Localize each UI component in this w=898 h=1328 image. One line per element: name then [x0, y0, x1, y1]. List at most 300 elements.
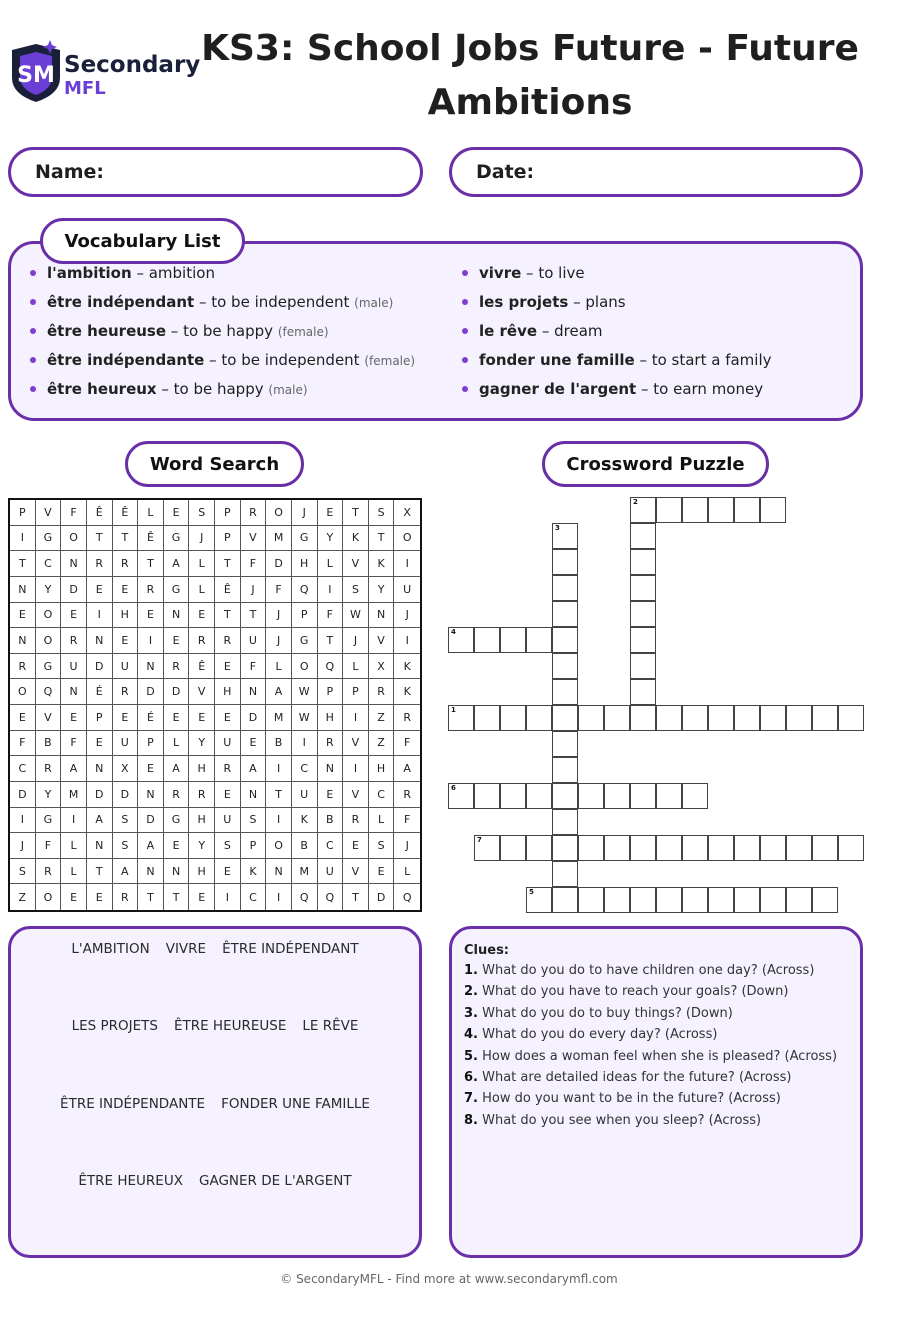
crossword-cell[interactable] [656, 705, 682, 731]
word-search-cell[interactable]: F [36, 833, 62, 859]
word-search-cell[interactable]: E [164, 833, 190, 859]
crossword-cell[interactable] [552, 653, 578, 679]
word-search-cell[interactable]: S [215, 833, 241, 859]
crossword-cell[interactable] [682, 783, 708, 809]
word-search-cell[interactable]: P [318, 679, 344, 705]
word-search-cell[interactable]: V [369, 628, 395, 654]
word-search-cell[interactable]: Ê [215, 577, 241, 603]
word-search-cell[interactable]: N [138, 782, 164, 808]
crossword-cell[interactable] [578, 783, 604, 809]
word-search-cell[interactable]: S [113, 833, 139, 859]
crossword-cell[interactable] [656, 835, 682, 861]
word-search-cell[interactable]: L [394, 859, 420, 885]
crossword-cell[interactable] [812, 887, 838, 913]
crossword-cell[interactable] [786, 705, 812, 731]
word-search-cell[interactable]: K [292, 808, 318, 834]
word-search-cell[interactable]: T [164, 884, 190, 910]
word-search-cell[interactable]: L [164, 731, 190, 757]
word-search-cell[interactable]: A [241, 756, 267, 782]
word-search-cell[interactable]: E [164, 628, 190, 654]
word-search-cell[interactable]: D [87, 782, 113, 808]
date-field[interactable] [449, 147, 863, 197]
word-search-cell[interactable]: M [61, 782, 87, 808]
word-search-cell[interactable]: R [343, 808, 369, 834]
word-search-cell[interactable]: Y [189, 731, 215, 757]
word-search-cell[interactable]: É [138, 705, 164, 731]
crossword-cell[interactable] [786, 887, 812, 913]
word-search-cell[interactable]: U [241, 628, 267, 654]
word-search-cell[interactable]: M [266, 526, 292, 552]
word-search-cell[interactable]: I [292, 731, 318, 757]
word-search-cell[interactable]: G [292, 628, 318, 654]
word-search-cell[interactable]: U [292, 782, 318, 808]
word-search-cell[interactable]: T [266, 782, 292, 808]
word-search-cell[interactable]: Y [318, 526, 344, 552]
word-search-cell[interactable]: A [164, 756, 190, 782]
word-search-cell[interactable]: F [266, 577, 292, 603]
word-search-cell[interactable]: L [138, 500, 164, 526]
word-search-cell[interactable]: D [241, 705, 267, 731]
word-search-cell[interactable]: M [266, 705, 292, 731]
word-search-cell[interactable]: G [164, 808, 190, 834]
word-search-cell[interactable]: E [215, 705, 241, 731]
word-search-cell[interactable]: T [343, 884, 369, 910]
word-search-cell[interactable]: D [87, 654, 113, 680]
crossword-cell[interactable] [630, 575, 656, 601]
word-search-cell[interactable]: I [266, 756, 292, 782]
word-search-cell[interactable]: P [138, 731, 164, 757]
word-search-cell[interactable]: J [266, 603, 292, 629]
word-search-cell[interactable]: J [394, 603, 420, 629]
word-search-cell[interactable]: E [215, 782, 241, 808]
crossword-cell[interactable] [682, 887, 708, 913]
word-search-cell[interactable]: U [394, 577, 420, 603]
crossword-cell[interactable] [604, 835, 630, 861]
crossword-cell[interactable] [552, 679, 578, 705]
word-search-cell[interactable]: E [10, 603, 36, 629]
word-search-cell[interactable]: L [189, 577, 215, 603]
crossword-cell[interactable] [552, 861, 578, 887]
word-search-cell[interactable]: F [10, 731, 36, 757]
crossword-cell[interactable] [552, 887, 578, 913]
word-search-cell[interactable]: S [241, 808, 267, 834]
crossword-cell[interactable] [656, 783, 682, 809]
word-search-cell[interactable]: R [189, 628, 215, 654]
word-search-cell[interactable]: Q [318, 654, 344, 680]
word-search-cell[interactable]: T [369, 526, 395, 552]
word-search-cell[interactable]: K [343, 526, 369, 552]
crossword-cell[interactable] [474, 627, 500, 653]
word-search-cell[interactable]: S [113, 808, 139, 834]
word-search-cell[interactable]: N [10, 577, 36, 603]
word-search-cell[interactable]: Q [402, 890, 412, 904]
word-search-cell[interactable]: J [292, 500, 318, 526]
crossword-cell[interactable] [526, 887, 552, 913]
word-search-cell[interactable]: V [36, 500, 62, 526]
crossword-cell[interactable] [604, 887, 630, 913]
word-search-cell[interactable]: X [113, 756, 139, 782]
word-search-cell[interactable]: M [292, 859, 318, 885]
crossword-cell[interactable] [734, 705, 760, 731]
word-search-cell[interactable]: F [61, 500, 87, 526]
word-search-cell[interactable]: J [394, 833, 420, 859]
word-search-cell[interactable]: O [36, 603, 62, 629]
crossword-cell[interactable] [630, 705, 656, 731]
word-search-cell[interactable]: E [164, 500, 190, 526]
word-search-cell[interactable]: R [189, 782, 215, 808]
crossword-cell[interactable] [526, 705, 552, 731]
word-search-cell[interactable]: O [266, 833, 292, 859]
word-search-cell[interactable]: N [318, 756, 344, 782]
word-search-cell[interactable]: J [241, 577, 267, 603]
word-search-cell[interactable]: L [343, 654, 369, 680]
word-search-cell[interactable]: H [189, 808, 215, 834]
crossword-cell[interactable] [630, 601, 656, 627]
word-search-cell[interactable]: C [241, 884, 267, 910]
word-search-cell[interactable]: P [241, 833, 267, 859]
word-search-cell[interactable]: N [87, 756, 113, 782]
crossword-cell[interactable] [656, 497, 682, 523]
word-search-cell[interactable]: É [87, 679, 113, 705]
word-search-cell[interactable]: S [369, 833, 395, 859]
word-search-cell[interactable]: E [138, 756, 164, 782]
word-search-cell[interactable]: N [266, 859, 292, 885]
word-search-cell[interactable]: H [189, 859, 215, 885]
word-search-cell[interactable]: H [318, 705, 344, 731]
word-search-cell[interactable]: H [292, 551, 318, 577]
word-search-cell[interactable]: E [215, 859, 241, 885]
crossword-cell[interactable] [708, 835, 734, 861]
crossword-cell[interactable] [630, 835, 656, 861]
word-search-cell[interactable]: Q [36, 679, 62, 705]
word-search-cell[interactable]: E [369, 859, 395, 885]
crossword-cell[interactable] [552, 757, 578, 783]
crossword-cell[interactable] [526, 627, 552, 653]
word-search-cell[interactable]: Ê [113, 500, 139, 526]
word-search-cell[interactable]: V [36, 705, 62, 731]
word-search-cell[interactable]: C [36, 551, 62, 577]
word-search-cell[interactable]: J [266, 628, 292, 654]
crossword-cell[interactable] [500, 835, 526, 861]
word-search-cell[interactable]: N [164, 859, 190, 885]
word-search-cell[interactable]: Ê [87, 500, 113, 526]
word-search-cell[interactable]: S [343, 577, 369, 603]
crossword-cell[interactable] [630, 679, 656, 705]
word-search-cell[interactable]: X [369, 654, 395, 680]
word-search-cell[interactable]: U [215, 731, 241, 757]
word-search-cell[interactable]: S [10, 859, 36, 885]
word-search-cell[interactable]: Z [10, 884, 36, 910]
crossword-cell[interactable] [552, 809, 578, 835]
word-search-cell[interactable]: I [10, 808, 36, 834]
word-search-cell[interactable]: A [164, 551, 190, 577]
word-search-cell[interactable]: A [61, 756, 87, 782]
word-search-cell[interactable]: E [164, 705, 190, 731]
crossword-cell[interactable] [578, 835, 604, 861]
crossword-cell[interactable] [682, 497, 708, 523]
word-search-cell[interactable]: N [61, 679, 87, 705]
word-search-cell[interactable]: N [241, 679, 267, 705]
crossword-cell[interactable] [682, 835, 708, 861]
word-search-cell[interactable]: N [10, 628, 36, 654]
word-search-cell[interactable]: I [343, 705, 369, 731]
word-search-cell[interactable]: Y [36, 782, 62, 808]
word-search-cell[interactable]: E [138, 603, 164, 629]
word-search-cell[interactable]: N [87, 628, 113, 654]
crossword-cell[interactable] [552, 731, 578, 757]
crossword-cell[interactable] [578, 887, 604, 913]
word-search-cell[interactable]: F [318, 603, 344, 629]
word-search-cell[interactable]: T [87, 859, 113, 885]
word-search-cell[interactable]: G [292, 526, 318, 552]
word-search-cell[interactable]: E [215, 654, 241, 680]
word-search-cell[interactable]: P [343, 679, 369, 705]
word-search-cell[interactable]: N [138, 859, 164, 885]
crossword-cell[interactable] [448, 705, 474, 731]
word-search-cell[interactable]: U [113, 731, 139, 757]
word-search-cell[interactable]: L [61, 833, 87, 859]
word-search-cell[interactable]: Q [318, 884, 344, 910]
word-search-cell[interactable]: L [318, 551, 344, 577]
word-search-cell[interactable]: P [215, 526, 241, 552]
word-search-cell[interactable]: G [36, 526, 62, 552]
crossword-cell[interactable] [552, 783, 578, 809]
word-search-cell[interactable]: V [343, 782, 369, 808]
crossword-cell[interactable] [552, 575, 578, 601]
crossword-cell[interactable] [760, 887, 786, 913]
crossword-cell[interactable] [760, 705, 786, 731]
word-search-cell[interactable]: R [113, 884, 139, 910]
word-search-cell[interactable]: E [189, 603, 215, 629]
crossword-cell[interactable] [474, 783, 500, 809]
crossword-cell[interactable] [682, 705, 708, 731]
word-search-cell[interactable]: R [318, 731, 344, 757]
crossword-cell[interactable] [656, 887, 682, 913]
word-search-cell[interactable]: A [87, 808, 113, 834]
word-search-cell[interactable]: T [318, 628, 344, 654]
word-search-cell[interactable]: I [10, 526, 36, 552]
word-search-cell[interactable]: N [138, 654, 164, 680]
word-search-cell[interactable]: E [87, 884, 113, 910]
word-search-cell[interactable]: E [87, 577, 113, 603]
word-search-cell[interactable]: C [292, 756, 318, 782]
word-search-cell[interactable]: N [87, 833, 113, 859]
word-search-cell[interactable]: D [138, 679, 164, 705]
name-field[interactable] [8, 147, 423, 197]
word-search-cell[interactable]: X [394, 500, 420, 526]
word-search-cell[interactable]: H [369, 756, 395, 782]
word-search-cell[interactable]: N [369, 603, 395, 629]
word-search-cell[interactable]: E [61, 705, 87, 731]
word-search-cell[interactable]: R [215, 756, 241, 782]
word-search-cell[interactable]: K [394, 679, 420, 705]
word-search-cell[interactable]: O [292, 654, 318, 680]
word-search-cell[interactable]: C [10, 756, 36, 782]
word-search-cell[interactable]: G [36, 654, 62, 680]
word-search-cell[interactable]: T [215, 551, 241, 577]
word-search-cell[interactable]: E [189, 884, 215, 910]
crossword-cell[interactable] [630, 653, 656, 679]
crossword-cell[interactable] [708, 887, 734, 913]
crossword-cell[interactable] [838, 835, 864, 861]
word-search-cell[interactable]: R [164, 654, 190, 680]
word-search-cell[interactable]: Y [369, 577, 395, 603]
word-search-cell[interactable]: E [343, 833, 369, 859]
crossword-cell[interactable] [734, 835, 760, 861]
word-search-cell[interactable]: D [61, 577, 87, 603]
crossword-cell[interactable] [630, 549, 656, 575]
crossword-cell[interactable] [526, 783, 552, 809]
crossword-cell[interactable] [760, 835, 786, 861]
crossword-cell[interactable] [552, 705, 578, 731]
word-search-cell[interactable]: Y [36, 577, 62, 603]
crossword-cell[interactable] [630, 497, 656, 523]
word-search-cell[interactable]: V [241, 526, 267, 552]
word-search-cell[interactable]: N [241, 782, 267, 808]
word-search-cell[interactable]: B [36, 731, 62, 757]
word-search-cell[interactable]: D [113, 782, 139, 808]
word-search-cell[interactable]: J [10, 833, 36, 859]
word-search-cell[interactable]: B [266, 731, 292, 757]
crossword-cell[interactable] [578, 705, 604, 731]
word-search-cell[interactable]: U [113, 654, 139, 680]
crossword-cell[interactable] [526, 835, 552, 861]
word-search-cell[interactable]: S [369, 500, 395, 526]
crossword-cell[interactable] [838, 705, 864, 731]
word-search-cell[interactable]: F [241, 551, 267, 577]
word-search-cell[interactable]: E [113, 577, 139, 603]
word-search-cell[interactable]: R [394, 705, 420, 731]
crossword-cell[interactable] [812, 835, 838, 861]
word-search-cell[interactable]: D [164, 679, 190, 705]
crossword-cell[interactable] [630, 887, 656, 913]
crossword-cell[interactable] [552, 627, 578, 653]
word-search-cell[interactable]: O [36, 884, 62, 910]
word-search-cell[interactable]: E [241, 731, 267, 757]
word-search-cell[interactable]: I [394, 551, 420, 577]
crossword-cell[interactable] [552, 523, 578, 549]
word-search-cell[interactable]: R [36, 756, 62, 782]
crossword-cell[interactable] [734, 497, 760, 523]
word-search-cell[interactable]: R [10, 654, 36, 680]
word-search-cell[interactable]: R [241, 500, 267, 526]
word-search-cell[interactable]: I [215, 884, 241, 910]
word-search-cell[interactable]: N [61, 551, 87, 577]
word-search-cell[interactable]: U [61, 654, 87, 680]
word-search-cell[interactable]: R [36, 859, 62, 885]
word-search-cell[interactable]: E [61, 603, 87, 629]
word-search-cell[interactable]: T [10, 551, 36, 577]
crossword-cell[interactable] [604, 705, 630, 731]
word-search-cell[interactable]: O [266, 500, 292, 526]
word-search-cell[interactable]: T [113, 526, 139, 552]
word-search-cell[interactable]: K [394, 654, 420, 680]
word-search-cell[interactable]: I [266, 884, 292, 910]
crossword-cell[interactable] [786, 835, 812, 861]
crossword-cell[interactable] [552, 549, 578, 575]
word-search-cell[interactable]: O [394, 526, 420, 552]
word-search-cell[interactable]: R [215, 628, 241, 654]
word-search-cell[interactable]: H [113, 603, 139, 629]
word-search-cell[interactable]: J [343, 628, 369, 654]
word-search-cell[interactable]: O [61, 526, 87, 552]
word-search-cell[interactable]: T [343, 500, 369, 526]
word-search-cell[interactable]: O [10, 679, 36, 705]
word-search-cell[interactable]: R [61, 628, 87, 654]
word-search-cell[interactable]: H [189, 756, 215, 782]
word-search-cell[interactable]: K [241, 859, 267, 885]
word-search-cell[interactable]: A [266, 679, 292, 705]
word-search-cell[interactable]: U [215, 808, 241, 834]
word-search-cell[interactable]: P [87, 705, 113, 731]
word-search-cell[interactable]: I [138, 628, 164, 654]
word-search-cell[interactable]: Y [189, 833, 215, 859]
word-search-cell[interactable]: I [343, 756, 369, 782]
word-search-cell[interactable]: L [61, 859, 87, 885]
word-search-cell[interactable]: V [343, 551, 369, 577]
crossword-cell[interactable] [760, 497, 786, 523]
word-search-cell[interactable]: T [138, 551, 164, 577]
word-search-cell[interactable]: F [394, 808, 420, 834]
word-search-cell[interactable]: E [113, 705, 139, 731]
word-search-cell[interactable]: I [318, 577, 344, 603]
word-search-cell[interactable]: E [318, 782, 344, 808]
word-search-cell[interactable]: F [241, 654, 267, 680]
crossword-cell[interactable] [708, 705, 734, 731]
crossword-cell[interactable] [630, 523, 656, 549]
word-search-cell[interactable]: T [87, 526, 113, 552]
word-search-cell[interactable]: L [189, 551, 215, 577]
word-search-cell[interactable]: T [138, 884, 164, 910]
word-search-cell[interactable]: G [164, 526, 190, 552]
word-search-cell[interactable]: L [369, 808, 395, 834]
crossword-cell[interactable] [500, 627, 526, 653]
word-search-cell[interactable]: F [61, 731, 87, 757]
word-search-cell[interactable]: T [215, 603, 241, 629]
word-search-cell[interactable]: R [369, 679, 395, 705]
word-search-cell[interactable]: Q [292, 884, 318, 910]
word-search-cell[interactable]: U [318, 859, 344, 885]
word-search-cell[interactable]: W [343, 603, 369, 629]
word-search-cell[interactable]: E [113, 628, 139, 654]
word-search-cell[interactable]: I [61, 808, 87, 834]
word-search-cell[interactable]: G [36, 808, 62, 834]
word-search-cell[interactable]: R [138, 577, 164, 603]
word-search-cell[interactable]: V [343, 731, 369, 757]
word-search-cell[interactable]: D [138, 808, 164, 834]
word-search-cell[interactable]: Z [369, 705, 395, 731]
crossword-cell[interactable] [708, 497, 734, 523]
crossword-cell[interactable] [474, 835, 500, 861]
word-search-cell[interactable]: K [369, 551, 395, 577]
word-search-cell[interactable]: E [318, 500, 344, 526]
word-search-cell[interactable]: L [266, 654, 292, 680]
word-search-cell[interactable]: Q [292, 577, 318, 603]
word-search-cell[interactable]: C [318, 833, 344, 859]
crossword-cell[interactable] [500, 783, 526, 809]
crossword-cell[interactable] [630, 627, 656, 653]
crossword-cell[interactable] [500, 705, 526, 731]
crossword-cell[interactable] [734, 887, 760, 913]
word-search-cell[interactable]: T [241, 603, 267, 629]
crossword-cell[interactable] [604, 783, 630, 809]
crossword-cell[interactable] [552, 835, 578, 861]
word-search-cell[interactable]: P [215, 500, 241, 526]
word-search-cell[interactable]: S [189, 500, 215, 526]
word-search-cell[interactable]: R [113, 679, 139, 705]
word-search-cell[interactable]: H [215, 679, 241, 705]
word-search-cell[interactable]: J [189, 526, 215, 552]
